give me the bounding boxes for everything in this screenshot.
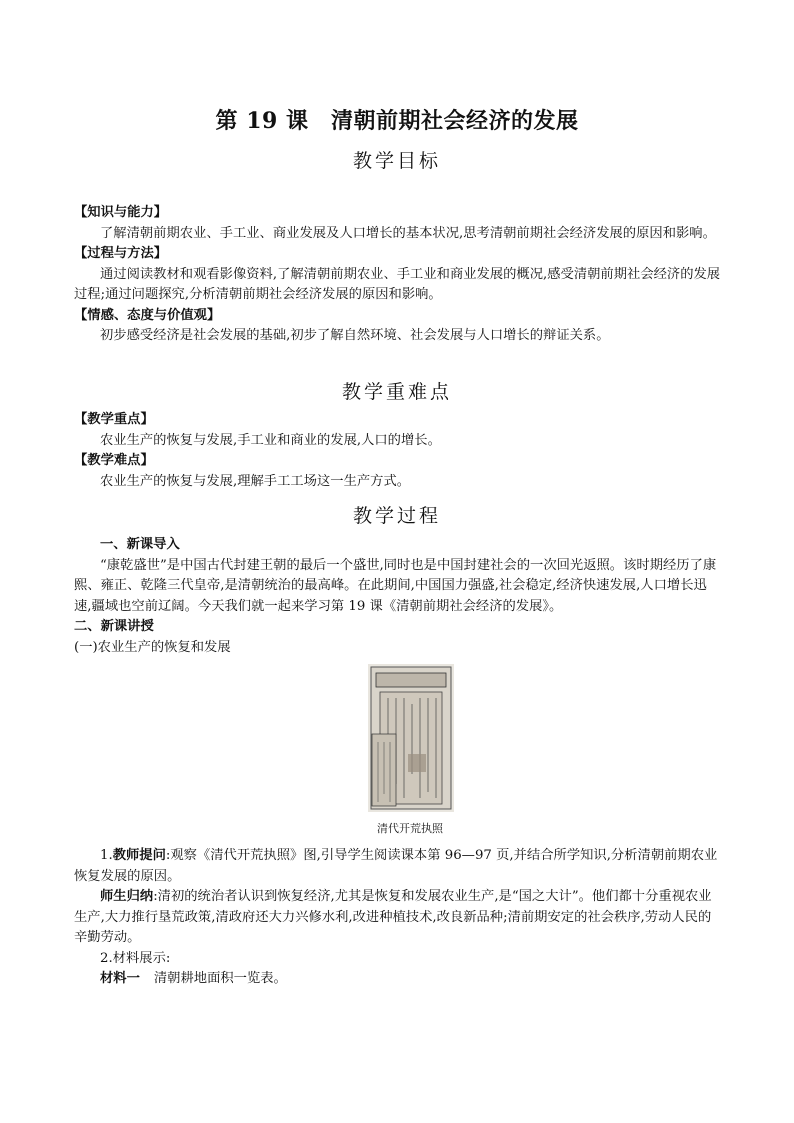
- material-one-label: 材料一: [100, 971, 140, 986]
- key-text: 农业生产的恢复与发展,手工业和商业的发展,人口的增长。: [100, 432, 441, 448]
- teacher-question-label: 教师提问: [112, 848, 166, 863]
- process-block: [74, 535, 724, 658]
- lesson-title: 第 19 课 清朝前期社会经济的发展: [215, 108, 579, 134]
- subsection-heading: (一)农业生产的恢复和发展: [74, 639, 231, 655]
- material-display-heading: 2.材料展示:: [100, 950, 171, 966]
- knowledge-text: 了解清朝前期农业、手工业、商业发展及人口增长的基本状况,思考清朝前期社会经济发展的原因和影响。: [100, 225, 716, 241]
- section-heading-goals: 教学目标: [352, 150, 441, 172]
- land-reclamation-license-image: [368, 664, 454, 812]
- material-one-text: 清朝耕地面积一览表。: [153, 971, 287, 986]
- section-heading-process: 教学过程: [352, 505, 441, 527]
- teacher-question: [74, 846, 724, 887]
- emotion-text: 初步感受经济是社会发展的基础,初步了解自然环境、社会发展与人口增长的辩证关系。: [100, 328, 610, 343]
- key-label: 【教学重点】: [74, 412, 154, 427]
- difficult-text: 农业生产的恢复与发展,理解手工工场这一生产方式。: [100, 473, 411, 489]
- goals-block: [74, 203, 724, 347]
- method-label: 【过程与方法】: [74, 246, 168, 261]
- summary-paragraph: [74, 887, 724, 949]
- intro-text: “康乾盛世”是中国古代封建王朝的最后一个盛世,同时也是中国封建社会的一次回光返照。该时期经历了康熙、雍正、乾隆三代皇帝,是清朝统治的最高峰。在此期间,中国国力强盛,社会稳定,经济快速发展,人口增长迅速,疆域也空前辽阔。今天我们就一起来学习第 19 课《清朝前期社会经济的发展》。: [74, 557, 717, 614]
- analysis-block: [74, 846, 724, 990]
- summary-text: :清初的统治者认识到恢复经济,尤其是恢复和发展农业生产,是“国之大计”。他们都十分重视农业生产,大力推行垦荒政策,清政府还大力兴修水利,改进种植技术,改良新品种;清前期安定的社会秩序,劳动人民的辛勤劳动。: [74, 889, 712, 945]
- section-heading-keypoints: 教学重难点: [341, 381, 452, 403]
- keypoints-block: [74, 410, 724, 492]
- emotion-label: 【情感、态度与价值观】: [74, 307, 221, 323]
- lecture-heading: 二、新课讲授: [74, 619, 154, 634]
- intro-heading: 一、新课导入: [100, 537, 180, 552]
- material-one: [74, 969, 724, 990]
- difficult-label: 【教学难点】: [74, 453, 154, 468]
- question-number: 1.: [100, 848, 113, 863]
- knowledge-label: 【知识与能力】: [74, 205, 168, 220]
- figure-caption: 清代开荒执照: [377, 822, 443, 835]
- summary-label: 师生归纳: [100, 889, 154, 904]
- method-text: 通过阅读教材和观看影像资料,了解清朝前期农业、手工业和商业发展的概况,感受清朝前期社会经济的发展过程;通过问题探究,分析清朝前期社会经济发展的原因和影响。: [74, 266, 721, 302]
- teacher-question-text: :观察《清代开荒执照》图,引导学生阅读课本第 96—97 页,并结合所学知识,分析清朝前期农业恢复发展的原因。: [74, 848, 718, 884]
